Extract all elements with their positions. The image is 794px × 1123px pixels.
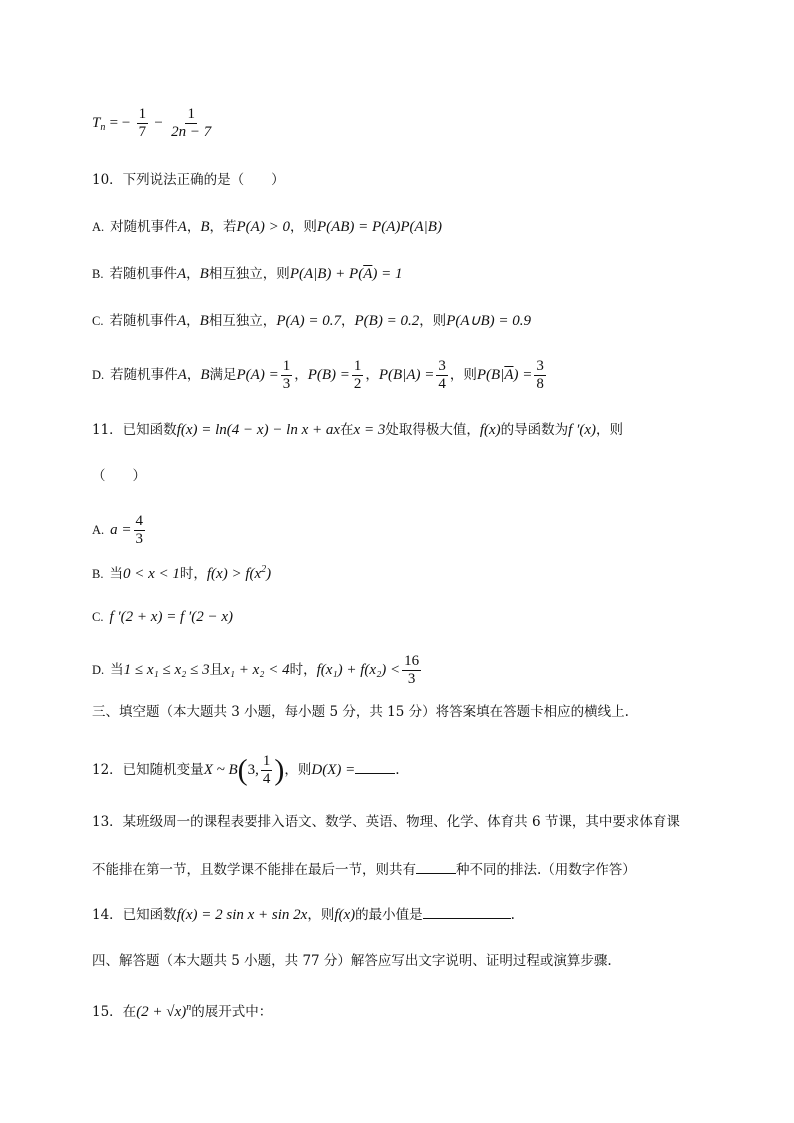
tn-formula: $T_n$ = − $\frac{1}{7}$ − $\frac{1}{2n - 7}$	[92, 106, 212, 140]
fraction: $\frac{1}{2n - 7}$	[171, 106, 212, 140]
fraction: $\frac{3}{4}$	[438, 358, 446, 392]
answer-blank[interactable]	[416, 859, 456, 874]
fraction: $\frac{1}{7}$	[138, 106, 147, 140]
tn-symbol: T	[92, 115, 101, 131]
fraction: $\frac{3}{8}$	[536, 358, 544, 392]
q11-option-b: B. 当0 < x < 1时，$f(x) > f(x^2)$	[92, 564, 272, 582]
q11-option-d: D. 当1 ≤ x₁ ≤ x₂ ≤ 3且x₁ + x₂ < 4时，f(x₁) + f(x₂) < $\frac{16}{3}$	[92, 653, 420, 687]
q12: 12．已知随机变量X ~ B(3, $\frac{1}{4}$ )，则D(X) = .	[92, 753, 400, 787]
section-3-heading: 三、填空题（本大题共 3 小题，每小题 5 分，共 15 分）将答案填在答题卡相应的横线上.	[92, 704, 629, 720]
fraction: $\frac{1}{4}$	[262, 753, 271, 787]
q15: 15．在$(2 + √x)^n$的展开式中：	[92, 1002, 273, 1020]
q14: 14．已知函数f(x) = 2 sin x + sin 2x，则f(x)的最小值是 .	[92, 904, 515, 924]
q11-option-c: C. f ′(2 + x) = f ′(2 − x)	[92, 609, 234, 625]
answer-blank[interactable]	[423, 904, 511, 919]
section-4-heading: 四、解答题（本大题共 5 小题，共 77 分）解答应写出文字说明、证明过程或演算步骤.	[92, 953, 612, 969]
q11-option-a: A. a = $\frac{4}{3}$	[92, 513, 144, 547]
q13-line-1: 13．某班级周一的课程表要排入语文、数学、英语、物理、化学、体育共 6 节课，其中要求体育课	[92, 814, 680, 830]
fraction: $\frac{4}{3}$	[135, 513, 144, 547]
fraction: $\frac{16}{3}$	[404, 653, 420, 687]
q11-stem: 11．已知函数f(x) = ln(4 − x) − ln x + ax在x = 3处取得极大值，f(x)的导函数为f ′(x)，则	[92, 422, 624, 438]
q10-option-c: C. 若随机事件A，B相互独立，P(A) = 0.7，P(B) = 0.2，则P(A∪B) = 0.9	[92, 313, 532, 329]
q10-stem: 10．下列说法正确的是（ ）	[92, 172, 285, 188]
fraction: $\frac{1}{3}$	[282, 358, 291, 392]
answer-blank[interactable]	[355, 759, 395, 774]
q11-paren: （ ）	[92, 468, 146, 484]
q10-option-b: B. 若随机事件A，B相互独立，则$P(A|B) + P(\overline{A}) = 1$	[92, 266, 403, 282]
q10-option-a: A. 对随机事件A，B，若P(A) > 0，则P(AB) = P(A)P(A|B)	[92, 219, 442, 235]
q10-option-d: D. 若随机事件A，B满足P(A) = $\frac{1}{3}$ ，P(B) = $\frac{1}{2}$ ，P(B|A) = $\frac{3}{4}$ ，则$P(B|\overline{A})$ = $\frac{3}{8}$	[92, 358, 544, 392]
fraction: $\frac{1}{2}$	[353, 358, 362, 392]
q13-line-2: 不能排在第一节，且数学课不能排在最后一节，则共有 种不同的排法.（用数字作答）	[92, 859, 636, 879]
